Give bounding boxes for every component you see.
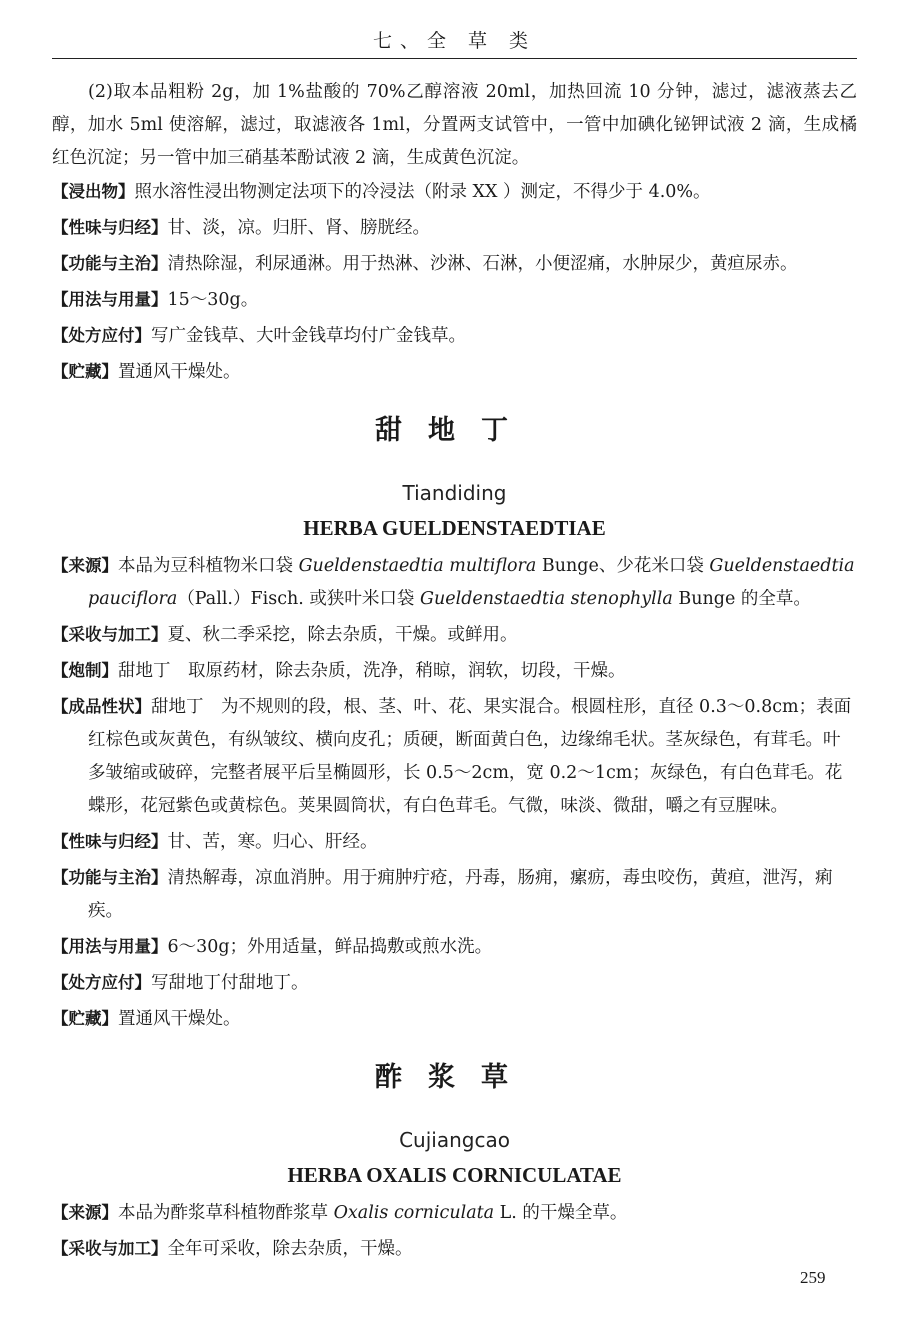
entry-text: Bunge、少花米口袋 — [536, 556, 710, 576]
entry-label: 【采收与加工】 — [52, 625, 168, 644]
running-head: 七、全 草 类 — [372, 30, 537, 52]
entry-text: 甜地丁 为不规则的段，根、茎、叶、花、果实混合。根圆柱形，直径 0.3～0.8cm；表面红棕色或灰黄色，有纵皱纹、横向皮孔；质硬，断面黄白色，边缘绵毛状。茎灰绿色，有茸毛。叶多皱缩或破碎，完整者展平后呈椭圆形，长 0.5～2cm，宽 0.2～1cm；灰绿色，有白色茸毛。花蝶形，花冠紫色或黄棕色。荚果圆筒状，有白色茸毛。气微，味淡、微甜，嚼之有豆腥味。 — [88, 697, 852, 816]
page-content — [52, 76, 857, 1268]
entry-label: 【用法与用量】 — [52, 937, 168, 956]
entry-text: 置通风干燥处。 — [118, 1009, 241, 1029]
entry-text: 清热除湿，利尿通淋。用于热淋、沙淋、石淋，小便涩痛，水肿尿少，黄疸尿赤。 — [167, 254, 798, 274]
entry-functions — [52, 861, 857, 928]
entry-source — [52, 1196, 857, 1230]
entry-text: 全年可采收，除去杂质，干燥。 — [167, 1239, 413, 1259]
species-name: Gueldenstaedtia stenophylla — [419, 589, 673, 609]
entry-label: 【用法与用量】 — [52, 290, 168, 309]
entry-label: 【炮制】 — [52, 661, 118, 680]
entry-label: 【处方应付】 — [52, 326, 151, 345]
entry-text: 写广金钱草、大叶金钱草均付广金钱草。 — [151, 326, 466, 346]
monograph-title: 甜地丁 — [375, 415, 534, 446]
entry-text: 本品为酢浆草科植物酢浆草 — [118, 1203, 334, 1223]
monograph-latin-name: HERBA GUELDENSTAEDTIAE — [303, 516, 606, 540]
entry-text: L. 的干燥全草。 — [494, 1203, 628, 1223]
entry-label: 【功能与主治】 — [52, 254, 168, 273]
page-number: 259 — [800, 1268, 826, 1287]
entry-functions — [52, 247, 857, 281]
entry-text: 本品为豆科植物米口袋 — [118, 556, 299, 576]
monograph-pinyin: Cujiangcao — [399, 1128, 510, 1152]
monograph-title: 酢浆草 — [375, 1062, 534, 1093]
identification-test-paragraph: (2)取本品粗粉 2g，加 1%盐酸的 70%乙醇溶液 20ml，加热回流 10 分钟，滤过，滤液蒸去乙醇，加水 5ml 使溶解，滤过，取滤液各 1ml，分置两支试管中，一管中加碘化铋钾试液 2 滴，生成橘红色沉淀；另一管中加三硝基苯酚试液 2 滴，生成黄色沉淀。 — [52, 82, 857, 168]
entry-label: 【浸出物】 — [52, 182, 135, 201]
entry-text: 夏、秋二季采挖，除去杂质，干燥。或鲜用。 — [167, 625, 518, 645]
monograph-latin-name: HERBA OXALIS CORNICULATAE — [287, 1163, 622, 1187]
entry-nature-meridian — [52, 825, 857, 859]
entry-text: 甘、淡，凉。归肝、肾、膀胱经。 — [167, 218, 430, 238]
entry-label: 【来源】 — [52, 556, 118, 575]
monograph-pinyin: Tiandiding — [402, 481, 507, 505]
entry-text: （Pall.）Fisch. 或狭叶米口袋 — [177, 589, 420, 609]
entry-text: 甘、苦，寒。归心、肝经。 — [167, 832, 378, 852]
entry-description — [52, 690, 857, 823]
entry-dosage — [52, 283, 857, 317]
entry-label: 【功能与主治】 — [52, 868, 168, 887]
entry-label: 【成品性状】 — [52, 697, 151, 716]
entry-storage — [52, 1002, 857, 1036]
entry-label: 【性味与归经】 — [52, 832, 168, 851]
entry-prescription — [52, 966, 857, 1000]
entry-nature-meridian — [52, 211, 857, 245]
entry-storage — [52, 355, 857, 389]
entry-dosage — [52, 930, 857, 964]
entry-label: 【来源】 — [52, 1203, 118, 1222]
entry-label: 【贮藏】 — [52, 1009, 118, 1028]
entry-text: 写甜地丁付甜地丁。 — [151, 973, 309, 993]
entry-source — [52, 549, 857, 616]
entry-text: 置通风干燥处。 — [118, 362, 241, 382]
entry-text: 15～30g。 — [167, 290, 259, 310]
entry-processing — [52, 654, 857, 688]
entry-extractives — [52, 175, 857, 209]
top-section-items — [52, 175, 857, 389]
species-name: Gueldenstaedtia multiflora — [298, 556, 537, 576]
entry-harvest — [52, 1232, 857, 1266]
entry-text: 甜地丁 取原药材，除去杂质，洗净，稍晾，润软，切段，干燥。 — [118, 661, 626, 681]
entry-label: 【采收与加工】 — [52, 1239, 168, 1258]
entry-label: 【性味与归经】 — [52, 218, 168, 237]
entry-text: Bunge 的全草。 — [672, 589, 811, 609]
entry-label: 【处方应付】 — [52, 973, 151, 992]
entry-text: 清热解毒，凉血消肿。用于痈肿疔疮，丹毒，肠痈，瘰疬，毒虫咬伤，黄疸，泄泻，痢疾。 — [88, 868, 833, 921]
entry-harvest — [52, 618, 857, 652]
entry-text: 照水溶性浸出物测定法项下的冷浸法（附录 XX ）测定，不得少于 4.0%。 — [134, 182, 711, 202]
entry-label: 【贮藏】 — [52, 362, 118, 381]
header-rule — [52, 58, 857, 59]
entry-text: 6～30g；外用适量，鲜品捣敷或煎水洗。 — [167, 937, 493, 957]
species-name: Gueldenstaedtia pauciflora — [88, 556, 855, 609]
species-name: Oxalis corniculata — [333, 1203, 495, 1223]
entry-prescription — [52, 319, 857, 353]
